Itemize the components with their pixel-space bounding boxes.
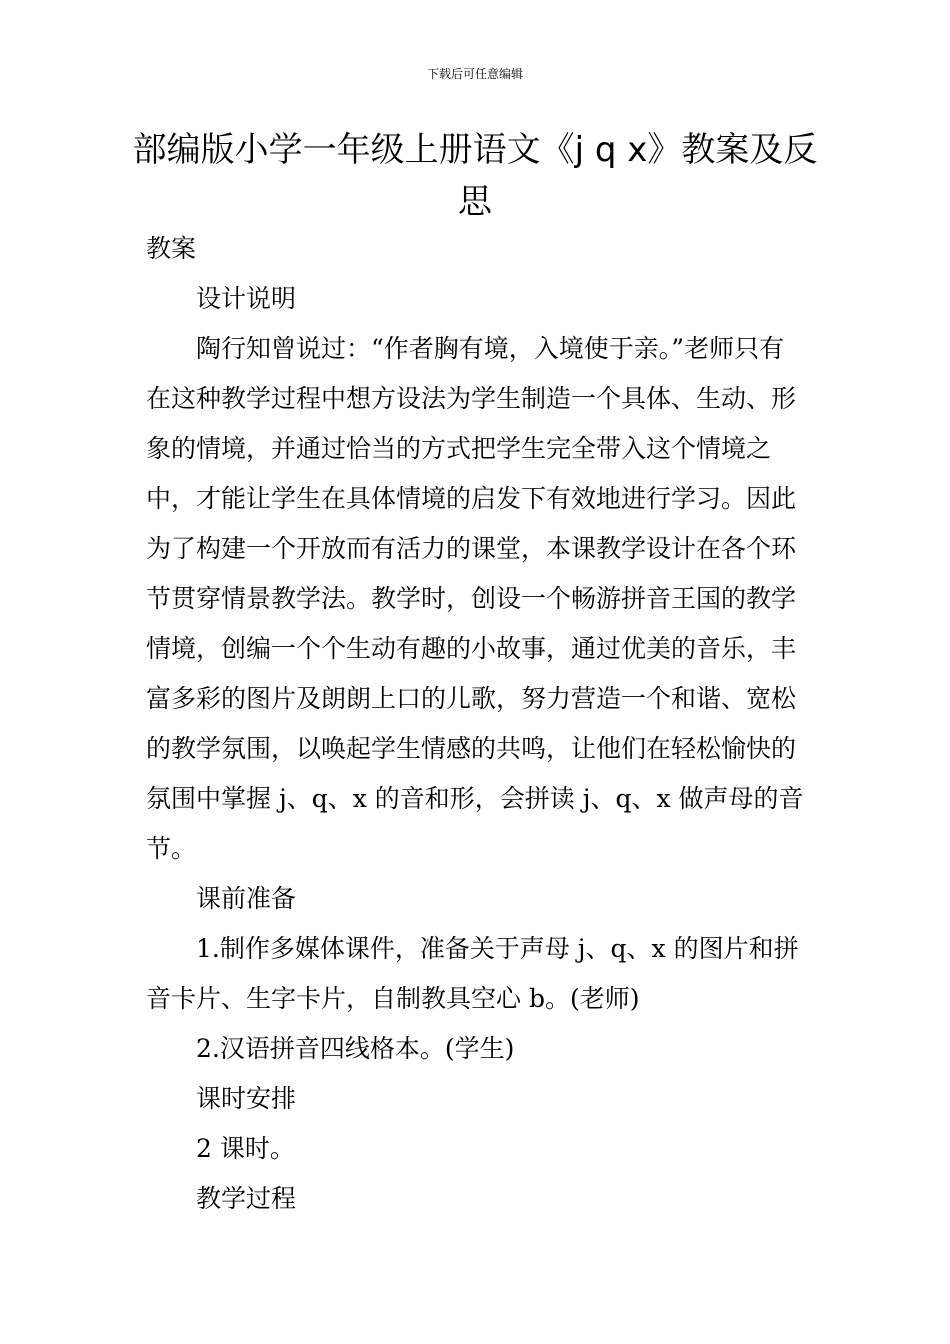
- schedule-heading: 课时安排: [196, 1084, 297, 1113]
- prep-item-2: 2.汉语拼音四线格本。(学生): [196, 1034, 515, 1063]
- document-body: [146, 224, 806, 1224]
- document-title: 部编版小学一年级上册语文《j q x》教案及反思: [132, 130, 818, 222]
- prep-item-1: 1.制作多媒体课件，准备关于声母 j、q、x 的图片和拼音卡片、生字卡片，自制教具空心 b。(老师): [146, 934, 799, 1013]
- section-label: 教案: [146, 234, 197, 263]
- schedule-value: 2 课时。: [196, 1134, 295, 1163]
- design-heading: 设计说明: [196, 284, 297, 313]
- process-heading: 教学过程: [196, 1184, 297, 1213]
- header-note: 下载后可任意编辑: [426, 67, 523, 81]
- design-paragraph: 陶行知曾说过：“作者胸有境，入境使于亲。”老师只有在这种教学过程中想方设法为学生制造一个具体、生动、形象的情境，并通过恰当的方式把学生完全带入这个情境之中，才能让学生在具体情境的启发下有效地进行学习。因此为了构建一个开放而有活力的课堂，本课教学设计在各个环节贯穿情景教学法。教学时，创设一个畅游拼音王国的教学情境，创编一个个生动有趣的小故事，通过优美的音乐，丰富多彩的图片及朗朗上口的儿歌，努力营造一个和谐、宽松的教学氛围，以唤起学生情感的共鸣，让他们在轻松愉快的氛围中掌握 j、q、x 的音和形，会拼读 j、q、x 做声母的音节。: [146, 334, 804, 863]
- prep-heading: 课前准备: [196, 884, 297, 913]
